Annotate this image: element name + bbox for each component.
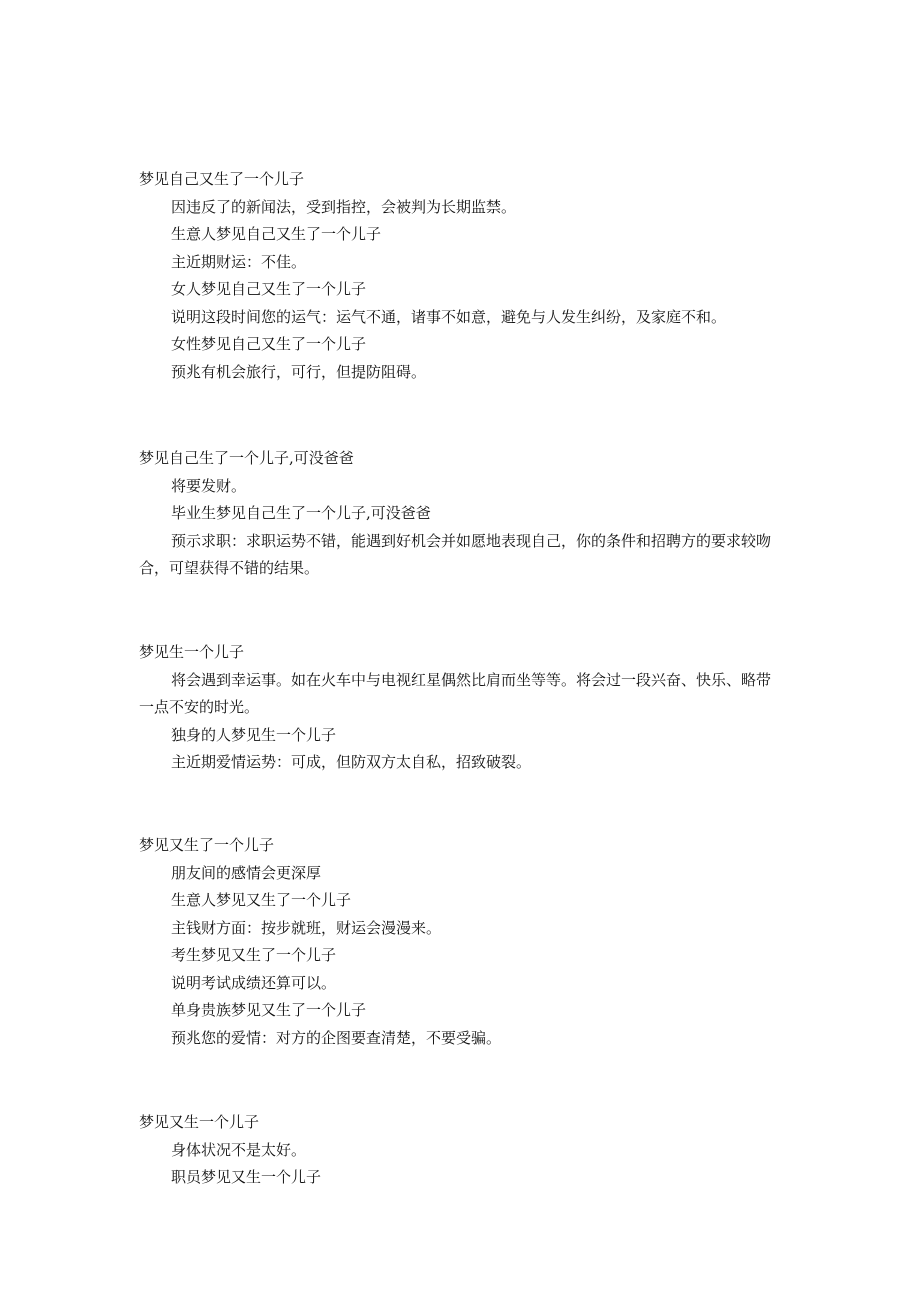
section-heading: 梦见自己生了一个儿子,可没爸爸 <box>139 449 354 467</box>
body-line: 预兆您的爱情：对方的企图要查清楚，不要受骗。 <box>171 1028 502 1047</box>
section-heading: 梦见生一个儿子 <box>139 643 245 661</box>
dream-section-4 <box>139 832 789 1052</box>
body-line: 说明这段时间您的运气：运气不通，诸事不如意，避免与人发生纠纷，及家庭不和。 <box>171 307 727 326</box>
body-line: 将要发财。 <box>171 476 247 495</box>
body-line: 朋友间的感情会更深厚 <box>171 863 322 882</box>
body-line: 女性梦见自己又生了一个儿子 <box>171 335 367 353</box>
body-line: 生意人梦见自己又生了一个儿子 <box>171 225 382 243</box>
dream-section-3 <box>139 639 789 777</box>
body-line: 主近期爱情运势：可成，但防双方太自私，招致破裂。 <box>171 753 532 771</box>
body-paragraph: 预示求职：求职运势不错，能遇到好机会并如愿地表现自己，你的条件和招聘方的要求较吻合，可望获得不错的结果。 <box>139 531 772 577</box>
body-paragraph: 将会遇到幸运事。如在火车中与电视红星偶然比肩而坐等等。将会过一段兴奋、快乐、略带一点不安的时光。 <box>139 670 772 716</box>
body-line: 单身贵族梦见又生了一个儿子 <box>171 1001 367 1019</box>
body-line: 主近期财运：不佳。 <box>171 252 307 271</box>
body-line: 身体状况不是太好。 <box>171 1140 307 1159</box>
body-line: 职员梦见又生一个儿子 <box>171 1168 322 1186</box>
body-line: 独身的人梦见生一个儿子 <box>171 725 337 744</box>
dream-section-2 <box>139 445 789 583</box>
section-heading: 梦见又生一个儿子 <box>139 1113 260 1131</box>
body-line: 说明考试成绩还算可以。 <box>171 973 337 992</box>
body-line: 毕业生梦见自己生了一个儿子,可没爸爸 <box>171 504 431 522</box>
body-line: 主钱财方面：按步就班，财运会漫漫来。 <box>171 918 442 937</box>
body-line: 因违反了的新闻法，受到指控，会被判为长期监禁。 <box>171 197 517 216</box>
body-line: 生意人梦见又生了一个儿子 <box>171 891 352 909</box>
dream-section-1 <box>139 166 789 386</box>
section-heading: 梦见自己又生了一个儿子 <box>139 170 305 188</box>
body-line: 考生梦见又生了一个儿子 <box>171 946 337 964</box>
body-line: 女人梦见自己又生了一个儿子 <box>171 280 367 298</box>
body-line: 预兆有机会旅行，可行，但提防阻碍。 <box>171 362 427 381</box>
section-heading: 梦见又生了一个儿子 <box>139 836 275 854</box>
dream-section-5 <box>139 1109 789 1192</box>
